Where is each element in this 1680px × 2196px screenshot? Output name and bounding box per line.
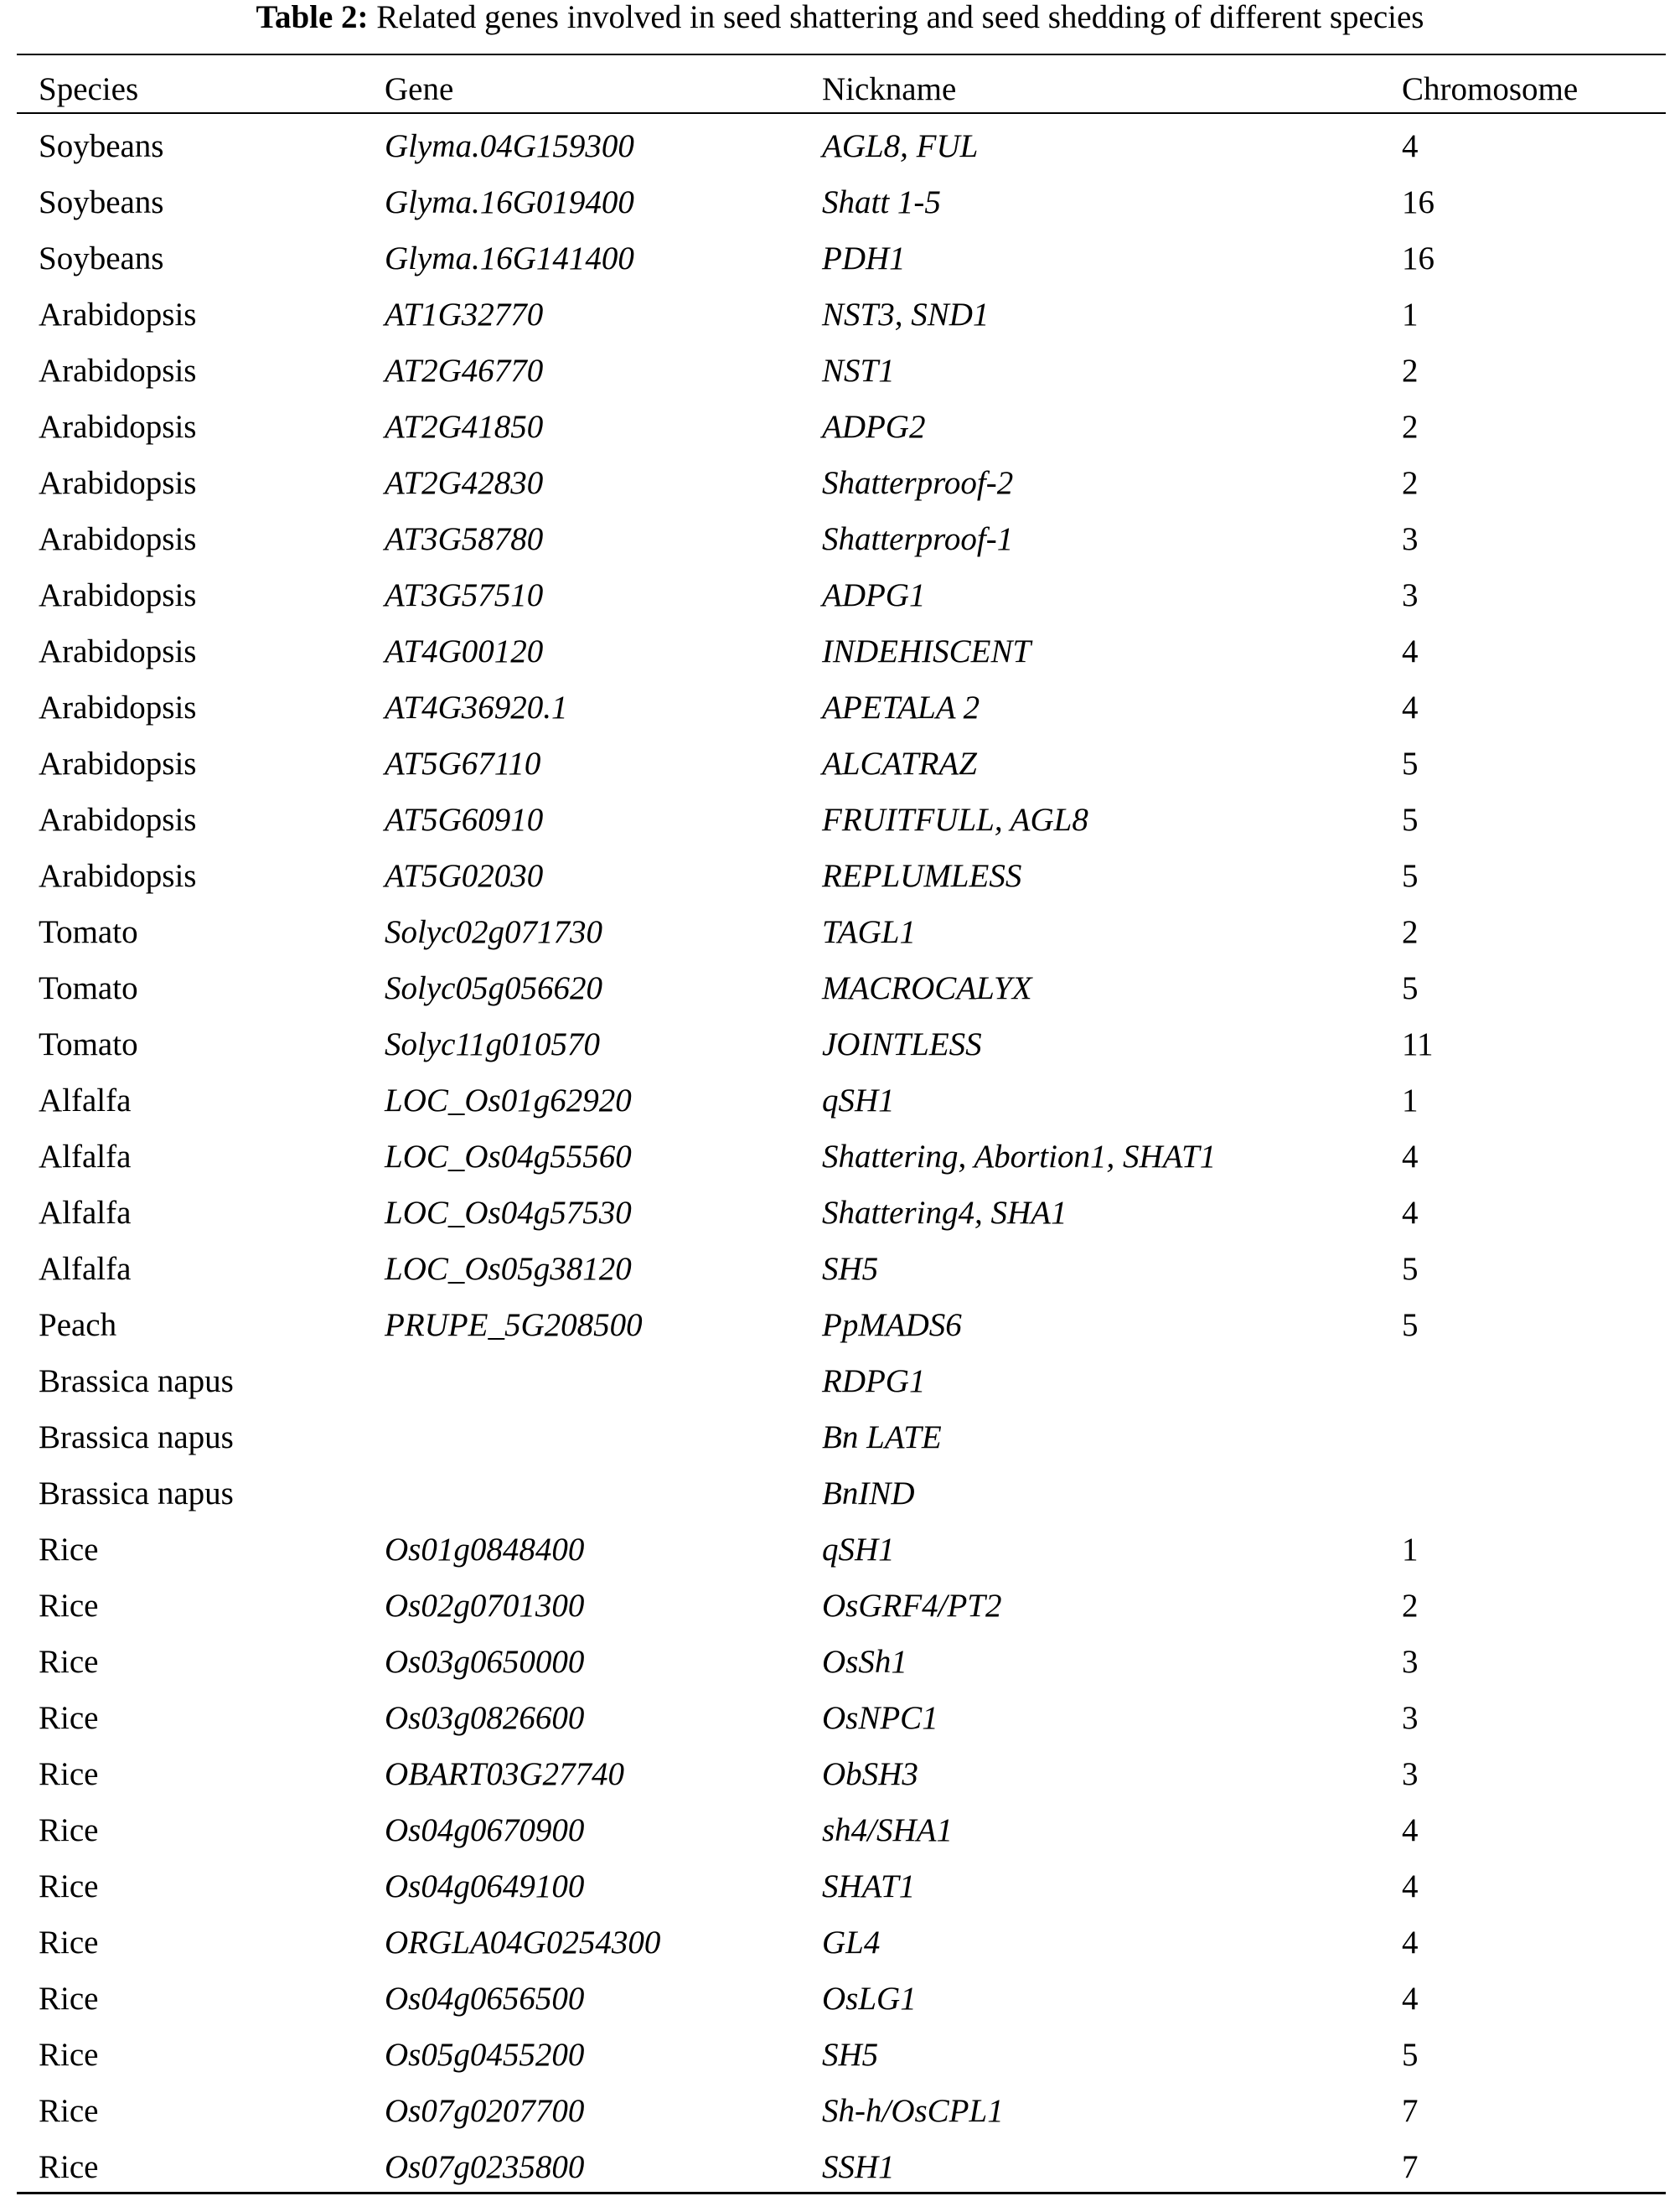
cell-chromosome: 7: [1402, 2149, 1419, 2185]
table-row: [0, 623, 1680, 679]
cell-species: Rice: [39, 1925, 99, 1961]
table-row: [0, 287, 1680, 343]
table-row: [0, 1072, 1680, 1129]
cell-nickname: INDEHISCENT: [822, 633, 1031, 669]
cell-nickname: ALCATRAZ: [822, 746, 977, 782]
table-row: [0, 1858, 1680, 1914]
cell-species: Arabidopsis: [39, 353, 197, 389]
cell-nickname: Shatterproof-2: [822, 465, 1014, 501]
cell-nickname: SHAT1: [822, 1868, 916, 1904]
cell-gene: Solyc11g010570: [385, 1026, 601, 1062]
cell-gene: AT2G42830: [385, 465, 544, 501]
cell-nickname: PpMADS6: [822, 1307, 962, 1343]
cell-species: Rice: [39, 1644, 99, 1680]
cell-chromosome: 4: [1402, 128, 1419, 164]
cell-chromosome: 4: [1402, 1868, 1419, 1904]
table-row: [0, 1185, 1680, 1241]
table-row: [0, 792, 1680, 848]
cell-gene: Glyma.16G141400: [385, 240, 634, 276]
table-row: [0, 2083, 1680, 2139]
cell-gene: AT5G67110: [385, 746, 541, 782]
cell-species: Rice: [39, 2149, 99, 2185]
cell-species: Rice: [39, 1700, 99, 1736]
cell-gene: Glyma.16G019400: [385, 184, 634, 220]
cell-gene: AT5G02030: [385, 858, 544, 894]
table-row: [0, 1634, 1680, 1690]
cell-nickname: NST1: [822, 353, 895, 389]
cell-nickname: APETALA 2: [822, 690, 980, 726]
cell-chromosome: 1: [1402, 1532, 1419, 1568]
table-row: [0, 1578, 1680, 1634]
table-row: [0, 2139, 1680, 2195]
cell-nickname: Sh-h/OsCPL1: [822, 2093, 1004, 2129]
cell-nickname: OsLG1: [822, 1981, 917, 2017]
cell-species: Rice: [39, 2093, 99, 2129]
cell-nickname: RDPG1: [822, 1363, 926, 1399]
cell-nickname: TAGL1: [822, 914, 916, 950]
cell-species: Brassica napus: [39, 1475, 234, 1511]
cell-gene: Os04g0670900: [385, 1812, 585, 1848]
table-top-rule: [17, 54, 1666, 55]
cell-chromosome: 3: [1402, 577, 1419, 613]
cell-gene: Os07g0207700: [385, 2093, 585, 2129]
cell-species: Arabidopsis: [39, 858, 197, 894]
cell-chromosome: 1: [1402, 297, 1419, 333]
cell-gene: Os02g0701300: [385, 1588, 585, 1624]
cell-species: Rice: [39, 1588, 99, 1624]
cell-nickname: FRUITFULL, AGL8: [822, 802, 1088, 838]
cell-species: Arabidopsis: [39, 746, 197, 782]
table-row: [0, 1016, 1680, 1072]
cell-chromosome: 2: [1402, 409, 1419, 445]
cell-nickname: MACROCALYX: [822, 970, 1032, 1006]
cell-gene: Os05g0455200: [385, 2037, 585, 2073]
cell-species: Rice: [39, 1756, 99, 1792]
cell-nickname: AGL8, FUL: [822, 128, 979, 164]
cell-gene: AT4G00120: [385, 633, 544, 669]
cell-nickname: REPLUMLESS: [822, 858, 1022, 894]
cell-species: Arabidopsis: [39, 409, 197, 445]
table-row: [0, 567, 1680, 623]
cell-species: Rice: [39, 1981, 99, 2017]
cell-chromosome: 5: [1402, 858, 1419, 894]
cell-chromosome: 4: [1402, 1981, 1419, 2017]
cell-chromosome: 5: [1402, 1251, 1419, 1287]
table-row: [0, 1914, 1680, 1971]
cell-chromosome: 2: [1402, 353, 1419, 389]
table-row: [0, 848, 1680, 904]
cell-species: Alfalfa: [39, 1195, 132, 1231]
cell-species: Tomato: [39, 914, 138, 950]
cell-gene: PRUPE_5G208500: [385, 1307, 643, 1343]
cell-chromosome: 3: [1402, 1700, 1419, 1736]
cell-nickname: sh4/SHA1: [822, 1812, 953, 1848]
cell-gene: AT2G46770: [385, 353, 544, 389]
table-bottom-rule: [17, 2192, 1666, 2194]
cell-gene: Os07g0235800: [385, 2149, 585, 2185]
cell-chromosome: 4: [1402, 633, 1419, 669]
cell-chromosome: 5: [1402, 2037, 1419, 2073]
cell-gene: Glyma.04G159300: [385, 128, 634, 164]
cell-chromosome: 5: [1402, 746, 1419, 782]
cell-gene: LOC_Os05g38120: [385, 1251, 632, 1287]
cell-nickname: Shatterproof-1: [822, 521, 1014, 557]
cell-species: Peach: [39, 1307, 117, 1343]
cell-gene: LOC_Os01g62920: [385, 1082, 632, 1119]
header-species: Species: [39, 71, 139, 107]
cell-gene: AT3G58780: [385, 521, 544, 557]
cell-nickname: Bn LATE: [822, 1419, 942, 1455]
table-caption: [0, 0, 1680, 35]
cell-gene: ORGLA04G0254300: [385, 1925, 661, 1961]
table-header-rule: [17, 112, 1666, 114]
cell-nickname: Shattering4, SHA1: [822, 1195, 1067, 1231]
cell-nickname: Shattering, Abortion1, SHAT1: [822, 1139, 1217, 1175]
table-row: [0, 230, 1680, 287]
cell-chromosome: 4: [1402, 1812, 1419, 1848]
cell-species: Arabidopsis: [39, 802, 197, 838]
cell-nickname: OsNPC1: [822, 1700, 938, 1736]
table-row: [0, 2027, 1680, 2083]
cell-gene: AT3G57510: [385, 577, 544, 613]
header-chromosome: Chromosome: [1402, 71, 1579, 107]
table-row: [0, 174, 1680, 230]
cell-chromosome: 2: [1402, 1588, 1419, 1624]
table-row: [0, 343, 1680, 399]
table-row: [0, 118, 1680, 174]
cell-gene: LOC_Os04g57530: [385, 1195, 632, 1231]
table-row: [0, 1522, 1680, 1578]
cell-nickname: BnIND: [822, 1475, 915, 1511]
table-row: [0, 455, 1680, 511]
cell-species: Arabidopsis: [39, 521, 197, 557]
cell-species: Rice: [39, 2037, 99, 2073]
cell-gene: Solyc05g056620: [385, 970, 602, 1006]
cell-gene: AT5G60910: [385, 802, 544, 838]
cell-nickname: qSH1: [822, 1532, 895, 1568]
cell-species: Arabidopsis: [39, 465, 197, 501]
cell-nickname: ADPG2: [822, 409, 926, 445]
cell-chromosome: 5: [1402, 802, 1419, 838]
cell-species: Brassica napus: [39, 1419, 234, 1455]
cell-species: Arabidopsis: [39, 690, 197, 726]
table-row: [0, 960, 1680, 1016]
cell-species: Arabidopsis: [39, 633, 197, 669]
table-row: [0, 904, 1680, 960]
cell-species: Soybeans: [39, 128, 164, 164]
cell-species: Arabidopsis: [39, 297, 197, 333]
cell-nickname: NST3, SND1: [822, 297, 990, 333]
table-row: [0, 1802, 1680, 1858]
cell-gene: Os04g0649100: [385, 1868, 585, 1904]
cell-gene: OBART03G27740: [385, 1756, 624, 1792]
cell-chromosome: 16: [1402, 240, 1434, 276]
cell-gene: Os03g0650000: [385, 1644, 585, 1680]
cell-species: Arabidopsis: [39, 577, 197, 613]
cell-species: Tomato: [39, 1026, 138, 1062]
table-row: [0, 1353, 1680, 1409]
cell-chromosome: 7: [1402, 2093, 1419, 2129]
cell-nickname: SH5: [822, 2037, 879, 2073]
cell-species: Alfalfa: [39, 1251, 132, 1287]
cell-species: Rice: [39, 1532, 99, 1568]
cell-chromosome: 4: [1402, 1195, 1419, 1231]
cell-gene: LOC_Os04g55560: [385, 1139, 632, 1175]
cell-chromosome: 3: [1402, 521, 1419, 557]
cell-chromosome: 11: [1402, 1026, 1434, 1062]
cell-species: Alfalfa: [39, 1139, 132, 1175]
table-header-row: [0, 61, 1680, 117]
table-row: [0, 736, 1680, 792]
table-row: [0, 1409, 1680, 1465]
table-row: [0, 1241, 1680, 1297]
cell-nickname: SSH1: [822, 2149, 895, 2185]
cell-nickname: JOINTLESS: [822, 1026, 982, 1062]
cell-nickname: Shatt 1-5: [822, 184, 941, 220]
cell-species: Soybeans: [39, 240, 164, 276]
cell-nickname: SH5: [822, 1251, 879, 1287]
cell-chromosome: 4: [1402, 690, 1419, 726]
cell-nickname: OsGRF4/PT2: [822, 1588, 1002, 1624]
cell-gene: Solyc02g071730: [385, 914, 602, 950]
cell-species: Brassica napus: [39, 1363, 234, 1399]
header-gene: Gene: [385, 71, 454, 107]
cell-species: Soybeans: [39, 184, 164, 220]
cell-species: Alfalfa: [39, 1082, 132, 1119]
cell-species: Tomato: [39, 970, 138, 1006]
table-caption-text: Related genes involved in seed shattering and seed shedding of different species: [376, 0, 1424, 35]
cell-gene: Os04g0656500: [385, 1981, 585, 2017]
table-row: [0, 511, 1680, 567]
cell-species: Rice: [39, 1812, 99, 1848]
cell-gene: AT2G41850: [385, 409, 544, 445]
cell-nickname: qSH1: [822, 1082, 895, 1119]
cell-chromosome: 4: [1402, 1139, 1419, 1175]
cell-nickname: OsSh1: [822, 1644, 907, 1680]
table-row: [0, 1971, 1680, 2027]
cell-chromosome: 2: [1402, 465, 1419, 501]
cell-chromosome: 16: [1402, 184, 1434, 220]
cell-gene: Os01g0848400: [385, 1532, 585, 1568]
cell-nickname: PDH1: [822, 240, 906, 276]
cell-chromosome: 2: [1402, 914, 1419, 950]
table-row: [0, 1746, 1680, 1802]
table-caption-label: Table 2:: [256, 0, 369, 35]
cell-chromosome: 5: [1402, 1307, 1419, 1343]
cell-gene: AT4G36920.1: [385, 690, 568, 726]
table-row: [0, 399, 1680, 455]
cell-gene: Os03g0826600: [385, 1700, 585, 1736]
cell-chromosome: 1: [1402, 1082, 1419, 1119]
cell-chromosome: 5: [1402, 970, 1419, 1006]
cell-chromosome: 3: [1402, 1756, 1419, 1792]
cell-nickname: ObSH3: [822, 1756, 918, 1792]
table-row: [0, 1129, 1680, 1185]
table-row: [0, 1690, 1680, 1746]
cell-nickname: ADPG1: [822, 577, 926, 613]
cell-chromosome: 3: [1402, 1644, 1419, 1680]
cell-nickname: GL4: [822, 1925, 881, 1961]
cell-gene: AT1G32770: [385, 297, 544, 333]
table-row: [0, 1297, 1680, 1353]
table-row: [0, 679, 1680, 736]
table-row: [0, 1465, 1680, 1522]
header-nickname: Nickname: [822, 71, 957, 107]
cell-chromosome: 4: [1402, 1925, 1419, 1961]
cell-species: Rice: [39, 1868, 99, 1904]
